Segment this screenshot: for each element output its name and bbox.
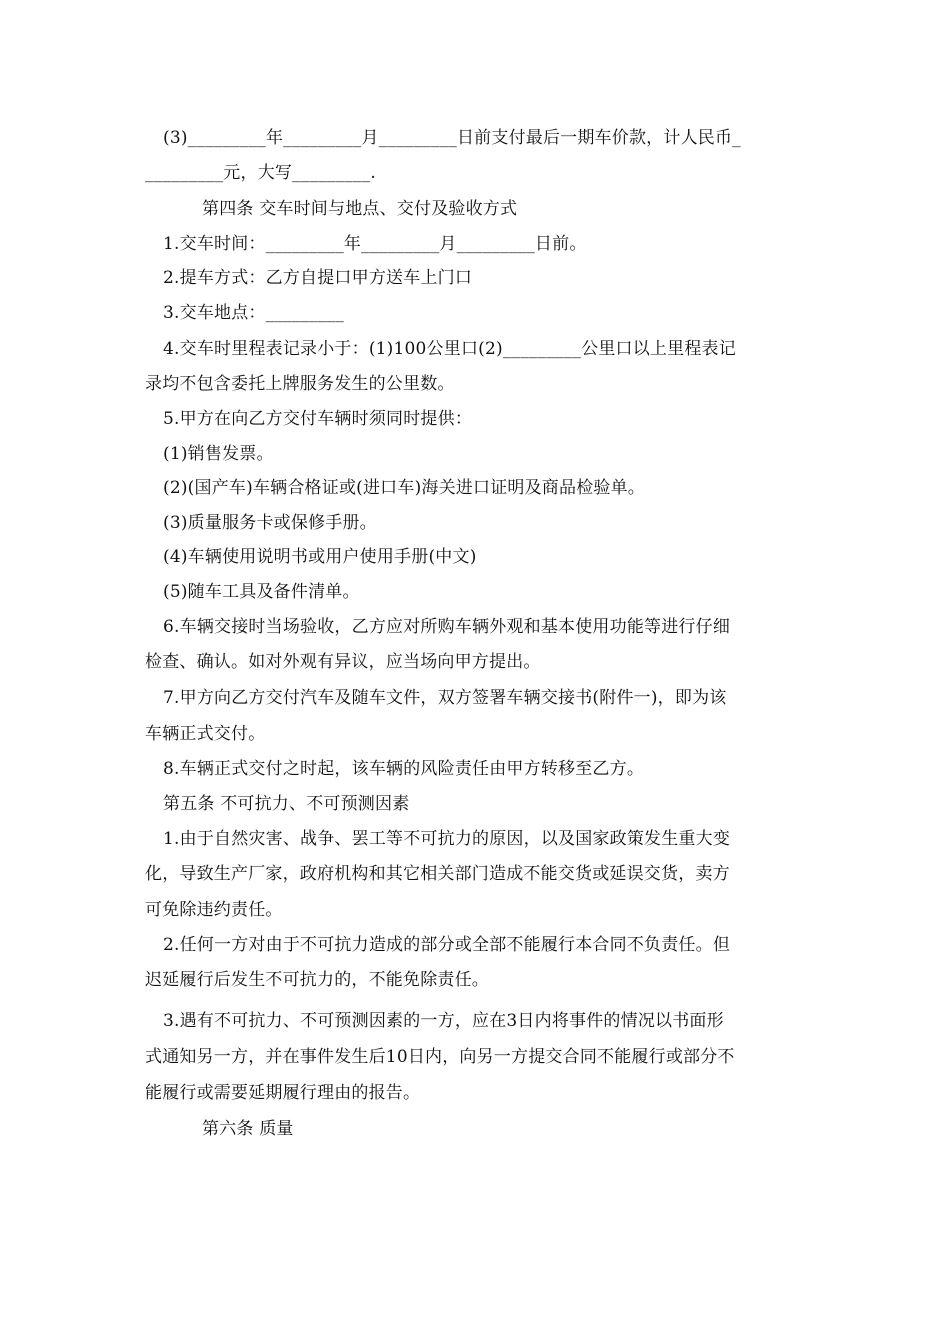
paragraph-line: _________元，大写_________. [145,163,377,183]
paragraph-line: 7.甲方向乙方交付汽车及随车文件，双方签署车辆交接书(附件一)，即为该 [163,688,727,708]
section-heading: 第六条 质量 [202,1119,294,1139]
paragraph-line: 4.交车时里程表记录小于：(1)100公里口(2)_________公里口以上里程表记 [163,339,736,359]
paragraph-line: 能履行或需要延期履行理由的报告。 [145,1083,421,1103]
paragraph-line: 1.由于自然灾害、战争、罢工等不可抗力的原因，以及国家政策发生重大变 [163,829,731,849]
paragraph-line: 2.提车方式：乙方自提口甲方送车上门口 [163,268,473,288]
list-item: (2)(国产车)车辆合格证或(进口车)海关进口证明及商品检验单。 [163,478,646,498]
section-heading: 第四条 交车时间与地点、交付及验收方式 [202,199,518,219]
paragraph-line: 车辆正式交付。 [145,724,266,744]
paragraph-line: 检查、确认。如对外观有异议，应当场向甲方提出。 [145,652,541,672]
list-item: (4)车辆使用说明书或用户使用手册(中文) [163,547,477,567]
paragraph-line: 化，导致生产厂家，政府机构和其它相关部门造成不能交货或延误交货，卖方 [145,864,730,884]
paragraph-line: 可免除违约责任。 [145,900,283,920]
paragraph-line: 录均不包含委托上牌服务发生的公里数。 [145,374,455,394]
list-item: (1)销售发票。 [163,444,274,464]
list-item: (5)随车工具及备件清单。 [163,582,360,602]
paragraph-line: (3)_________年_________月_________日前支付最后一期车价款，计人民币_ [163,128,741,148]
paragraph-line: 1.交车时间：_________年_________月_________日前。 [163,234,587,254]
paragraph-line: 2.任何一方对由于不可抗力造成的部分或全部不能履行本合同不负责任。但 [163,935,731,955]
paragraph-line: 式通知另一方，并在事件发生后10日内，向另一方提交合同不能履行或部分不 [145,1047,735,1067]
paragraph-line: 5.甲方在向乙方交付车辆时须同时提供： [163,409,473,429]
paragraph-line: 3.交车地点：_________ [163,303,344,323]
paragraph-line: 3.遇有不可抗力、不可预测因素的一方，应在3日内将事件的情况以书面形 [163,1011,724,1031]
paragraph-line: 8.车辆正式交付之时起，该车辆的风险责任由甲方转移至乙方。 [163,759,645,779]
paragraph-line: 6.车辆交接时当场验收，乙方应对所购车辆外观和基本使用功能等进行仔细 [163,617,731,637]
paragraph-line: 迟延履行后发生不可抗力的，不能免除责任。 [145,970,489,990]
list-item: (3)质量服务卡或保修手册。 [163,513,377,533]
section-heading: 第五条 不可抗力、不可预测因素 [163,794,410,814]
